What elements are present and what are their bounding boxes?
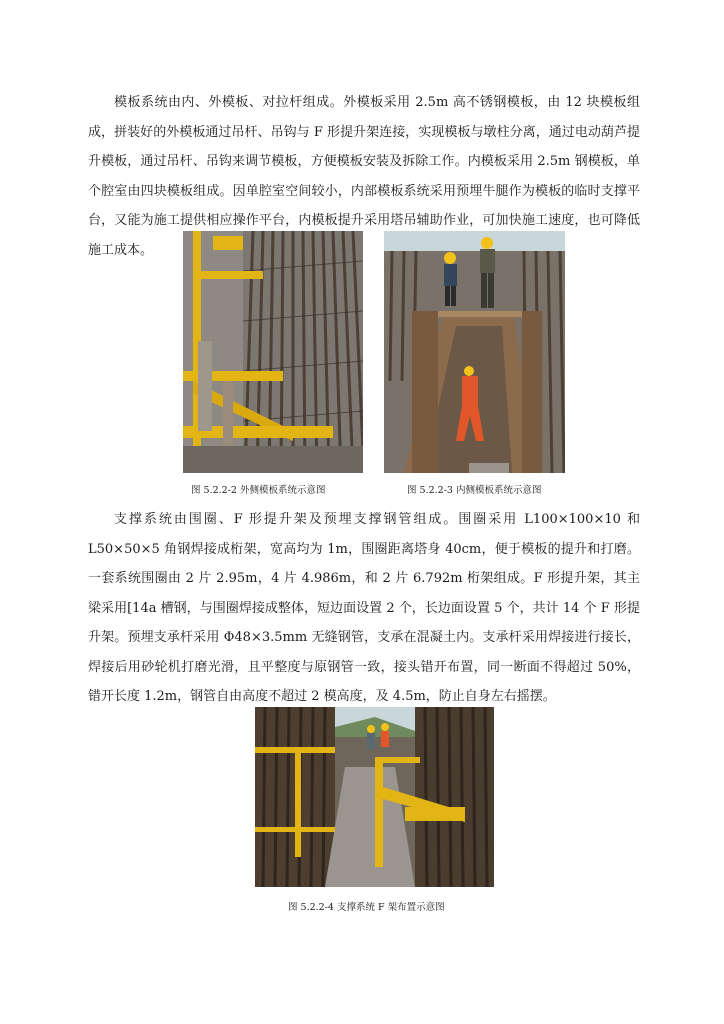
figure-caption: 图 5.2.2-4 支撑系统 F 架布置示意图 [288,902,445,913]
figure-caption: 图 5.2.2-3 内侧模板系统示意图 [407,485,542,496]
paragraph-formwork-system: 模板系统由内、外模板、对拉杆组成。外模板采用 2.5m 高不锈钢模板，由 12 块模板组成，拼装好的外模板通过吊杆、吊钩与 F 形提升架连接，实现模板与墩柱分离，通过电动葫芦提升模板，通过吊杆、吊钩来调节模板，方便模板安装及拆除工作。内模板采用 2.5m 钢模板，单个腔室由四块模板组成。因单腔室空间较小，内部模板系统采用预埋牛腿作为模板的临时支撑平台，又能为施工提供相应操作平台，内模板提升采用塔吊辅助作业，可加快施工速度，也可降低施工成本。 [88,95,640,258]
figure-photo-inner-formwork [384,231,565,473]
figure-photo-outer-formwork [183,231,363,473]
figure-caption: 图 5.2.2-2 外侧模板系统示意图 [191,485,326,496]
paragraph-support-system: 支撑系统由围圈、F 形提升架及预埋支撑钢管组成。围圈采用 L100×100×10 和 L50×50×5 角钢焊接成桁架，宽高均为 1m，围圈距离塔身 40cm，便于模板的提升和打磨。一套系统围圈由 2 片 2.95m，4 片 4.986m，和 2 片 6.792m 桁架组成。F 形提升架，其主梁采用[14a 槽钢，与围圈焊接成整体，短边面设置 2 个，长边面设置 5 个，共计 14 个 F 形提升架。预埋支承杆采用 Φ48×3.5mm 无缝钢管，支承在混凝土内。支承杆采用焊接进行接长，焊接后用砂轮机打磨光滑，且平整度与原钢管一致，接头错开布置，同一断面不得超过 50%，错开长度 1.2m，钢管自由高度不超过 2 模高度，及 4.5m，防止自身左右摇摆。 [88,512,640,704]
figure-photo-f-frame-layout [255,707,494,887]
